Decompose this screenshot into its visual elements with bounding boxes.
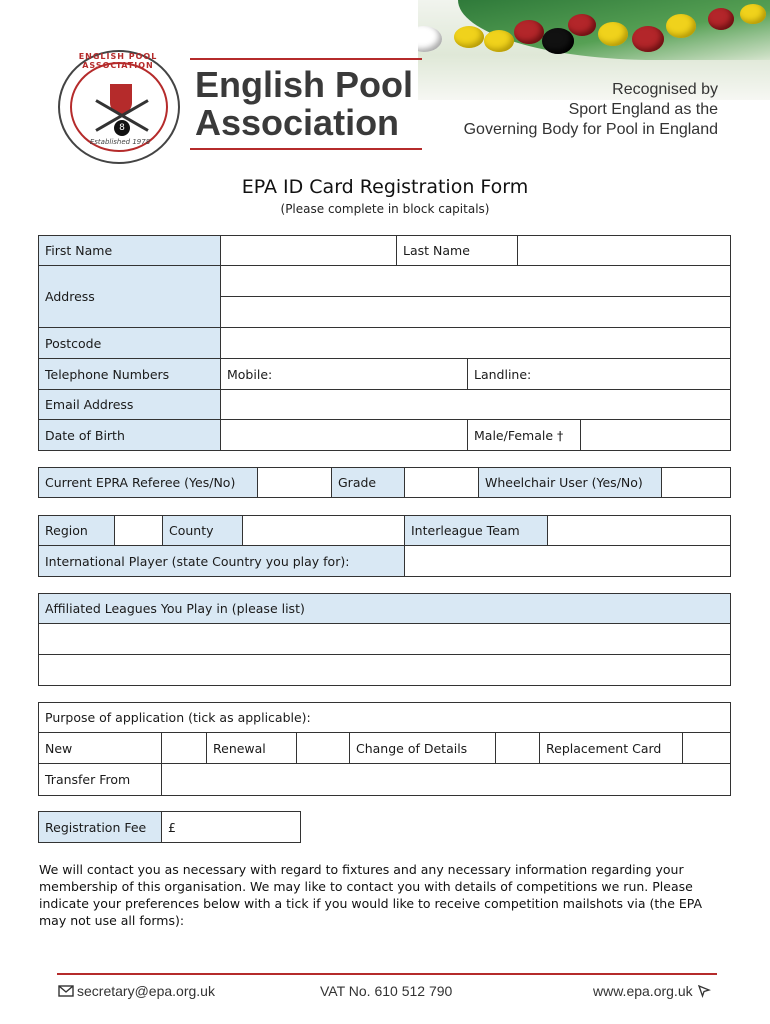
last-name-field[interactable] <box>517 235 731 266</box>
email-label: Email Address <box>38 389 221 420</box>
replacement-card-label: Replacement Card <box>539 732 683 764</box>
interleague-label: Interleague Team <box>404 515 548 546</box>
logo-text-top: ENGLISH POOL ASSOCIATION <box>78 52 158 70</box>
brand-name <box>195 66 413 142</box>
mobile-field[interactable]: Mobile: <box>220 358 468 390</box>
tagline-line-3: Governing Body for Pool in England <box>463 121 718 138</box>
first-name-field[interactable] <box>220 235 397 266</box>
pool-ball <box>598 22 628 46</box>
eight-ball-icon: 8 <box>114 120 130 136</box>
footer-rule <box>57 973 717 975</box>
brand-rule-top <box>190 58 422 60</box>
purpose-header: Purpose of application (tick as applicable): <box>38 702 731 733</box>
dob-field[interactable] <box>220 419 468 451</box>
pool-ball <box>708 8 734 30</box>
leagues-field-line-1[interactable] <box>38 623 731 655</box>
pool-ball <box>454 26 484 48</box>
first-name-label: First Name <box>38 235 221 266</box>
leagues-header: Affiliated Leagues You Play in (please list) <box>38 593 731 624</box>
interleague-field[interactable] <box>547 515 731 546</box>
referee-label: Current EPRA Referee (Yes/No) <box>38 467 258 498</box>
registration-fee-label: Registration Fee <box>38 811 162 843</box>
new-label: New <box>38 732 162 764</box>
cursor-icon <box>697 984 711 998</box>
dob-label: Date of Birth <box>38 419 221 451</box>
leagues-field-line-2[interactable] <box>38 654 731 686</box>
last-name-label: Last Name <box>396 235 518 266</box>
email-field[interactable] <box>220 389 731 420</box>
brand-line-1: English Pool <box>195 64 414 105</box>
transfer-from-label: Transfer From <box>38 763 162 796</box>
address-field-line-1[interactable] <box>220 265 731 297</box>
change-details-checkbox[interactable] <box>495 732 540 764</box>
international-label: International Player (state Country you play for): <box>38 545 405 577</box>
county-field[interactable] <box>242 515 405 546</box>
international-field[interactable] <box>404 545 731 577</box>
registration-fee-field[interactable]: £ <box>161 811 301 843</box>
change-details-label: Change of Details <box>349 732 496 764</box>
postcode-label: Postcode <box>38 327 221 359</box>
brand-line-2: Association <box>195 102 400 143</box>
footer-website-text[interactable]: www.epa.org.uk <box>593 983 693 999</box>
wheelchair-field[interactable] <box>661 467 731 498</box>
new-checkbox[interactable] <box>161 732 207 764</box>
form-subtitle: (Please complete in block capitals) <box>280 202 490 216</box>
tagline-line-2: Sport England as the <box>568 101 718 118</box>
landline-field[interactable]: Landline: <box>467 358 731 390</box>
epa-logo <box>58 50 180 164</box>
region-field[interactable] <box>114 515 163 546</box>
grade-label: Grade <box>331 467 405 498</box>
tagline-line-1: Recognised by <box>612 81 718 98</box>
logo-text-bottom: Established 1978 <box>89 138 151 146</box>
contact-notice: We will contact you as necessary with regard to fixtures and any necessary information regarding your membership of this organisation. We may like to contact you with details of competitions we run. Please indicate your preferences below with a tick if you would like to receive competition mailshots via (the EPA may not use all forms): <box>39 862 703 928</box>
renewal-label: Renewal <box>206 732 297 764</box>
footer-website[interactable] <box>593 983 711 999</box>
form-title: EPA ID Card Registration Form <box>241 176 529 198</box>
gender-field[interactable] <box>580 419 731 451</box>
replacement-card-checkbox[interactable] <box>682 732 731 764</box>
gender-label: Male/Female † <box>467 419 581 451</box>
footer-email-text[interactable]: secretary@epa.org.uk <box>77 983 215 999</box>
pool-ball <box>542 28 574 54</box>
referee-field[interactable] <box>257 467 332 498</box>
pool-ball <box>484 30 514 52</box>
pool-ball <box>514 20 544 44</box>
wheelchair-label: Wheelchair User (Yes/No) <box>478 467 662 498</box>
county-label: County <box>162 515 243 546</box>
region-label: Region <box>38 515 115 546</box>
transfer-from-field[interactable] <box>161 763 731 796</box>
telephone-label: Telephone Numbers <box>38 358 221 390</box>
pool-ball <box>418 26 442 52</box>
renewal-checkbox[interactable] <box>296 732 350 764</box>
brand-rule-bottom <box>190 148 422 150</box>
grade-field[interactable] <box>404 467 479 498</box>
postcode-field[interactable] <box>220 327 731 359</box>
address-label: Address <box>38 265 221 328</box>
tagline <box>464 80 718 140</box>
pool-ball <box>740 4 766 24</box>
footer-email[interactable] <box>58 983 215 999</box>
pool-ball <box>632 26 664 52</box>
pool-ball <box>568 14 596 36</box>
address-field-line-2[interactable] <box>220 296 731 328</box>
footer-vat: VAT No. 610 512 790 <box>320 983 453 999</box>
envelope-icon <box>58 985 74 997</box>
pool-ball <box>666 14 696 38</box>
